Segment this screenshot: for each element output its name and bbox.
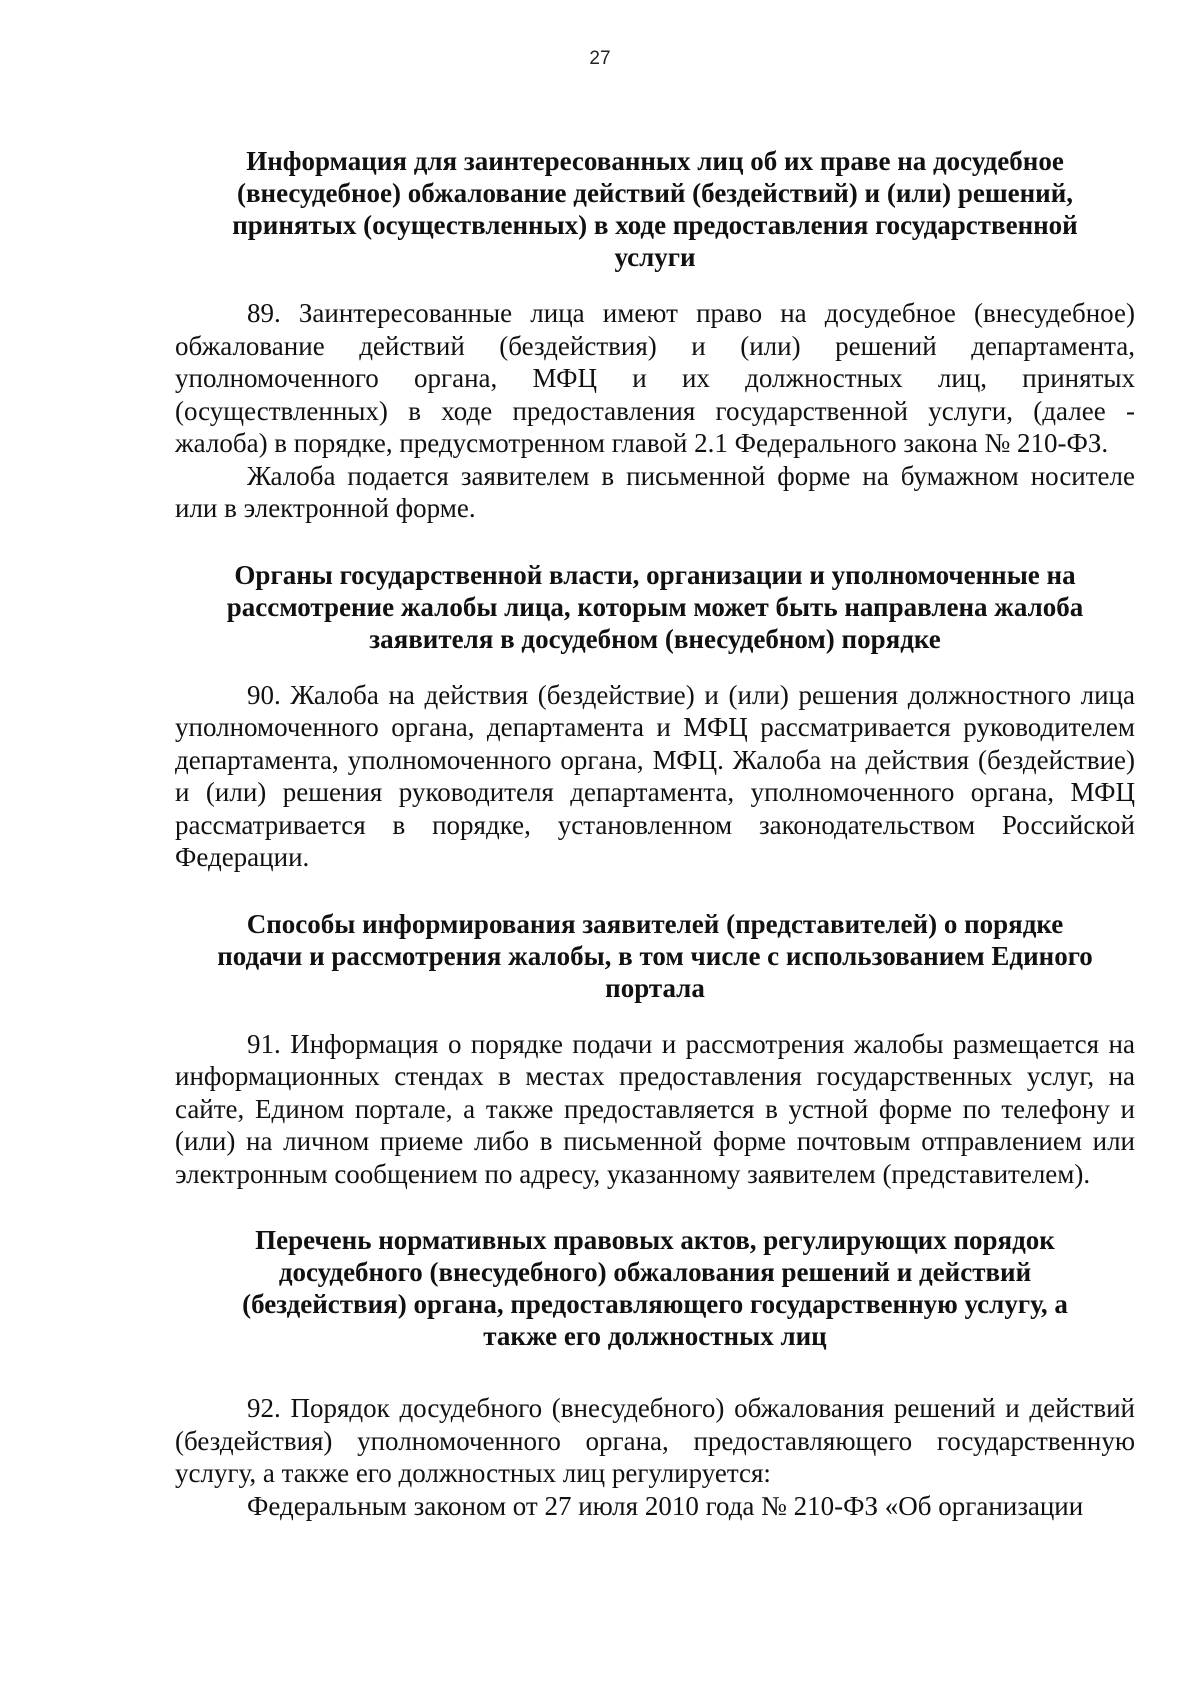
page-number: 27 (589, 48, 611, 69)
paragraph-90: 90. Жалоба на действия (бездействие) и (или) решения должностного лица уполномоченного органа, департамента и МФЦ рассматривается руководителем департамента, уполномоченного органа, МФЦ. Жалоба на действия (бездействие) и (или) решения руководителя департамента, уполномоченного органа, МФЦ рассматривается в порядке, установленном законодательством Российской Федерации. (175, 679, 1135, 872)
paragraph-federal-law: Федеральным законом от 27 июля 2010 года № 210-ФЗ «Об организации (247, 1490, 1084, 1521)
spacer (175, 525, 1135, 559)
section-heading-informing-methods: Способы информирования заявителей (представителей) о порядке подачи и рассмотрения жалобы, в том числе с использованием Единого портала (217, 908, 1093, 1003)
spacer (175, 1004, 1135, 1028)
section-heading-complaint-right: Информация для заинтересованных лиц об их праве на досудебное (внесудебное) обжалование действий (бездействий) и (или) решений, принятых (осуществленных) в ходе предоставления государственной услуги (232, 146, 1078, 272)
section-heading-legal-acts: Перечень нормативных правовых актов, регулирующих порядок досудебного (внесудебного) обжалования решений и действий (бездействия) органа, предоставляющего государственную услугу, а также его должностных лиц (242, 1225, 1068, 1351)
spacer (175, 1190, 1135, 1224)
section-heading-complaint-bodies: Органы государственной власти, организации и уполномоченные на рассмотрение жалобы лица, которым может быть направлена жалоба заявителя в досудебном (внесудебном) порядке (226, 559, 1084, 654)
paragraph-91: 91. Информация о порядке подачи и рассмотрения жалобы размещается на информационных стендах в местах предоставления государственных услуг, на сайте, Едином портале, а также предоставляется в устной форме по телефону и (или) на личном приеме либо в письменной форме почтовым отправлением или электронным сообщением по адресу, указанному заявителем (представителем). (175, 1028, 1135, 1189)
spacer (175, 273, 1135, 297)
spacer (175, 874, 1135, 908)
spacer (175, 655, 1135, 679)
paragraph-92: 92. Порядок досудебного (внесудебного) обжалования решений и действий (бездействия) уполномоченного органа, предоставляющего государственную услугу, а также его должностных лиц регулируется: (175, 1393, 1135, 1488)
document-body (175, 145, 1135, 1522)
paragraph-89: 89. Заинтересованные лица имеют право на досудебное (внесудебное) обжалование действий (бездействия) и (или) решений департамента, уполномоченного органа, МФЦ и их должностных лиц, принятых (осуществленных) в ходе предоставления государственной услуги, (далее - жалоба) в порядке, предусмотренном главой 2.1 Федерального закона № 210-ФЗ. (175, 298, 1135, 458)
spacer (175, 1352, 1135, 1392)
paragraph-complaint-form: Жалоба подается заявителем в письменной форме на бумажном носителе или в электронной форме. (175, 460, 1135, 523)
